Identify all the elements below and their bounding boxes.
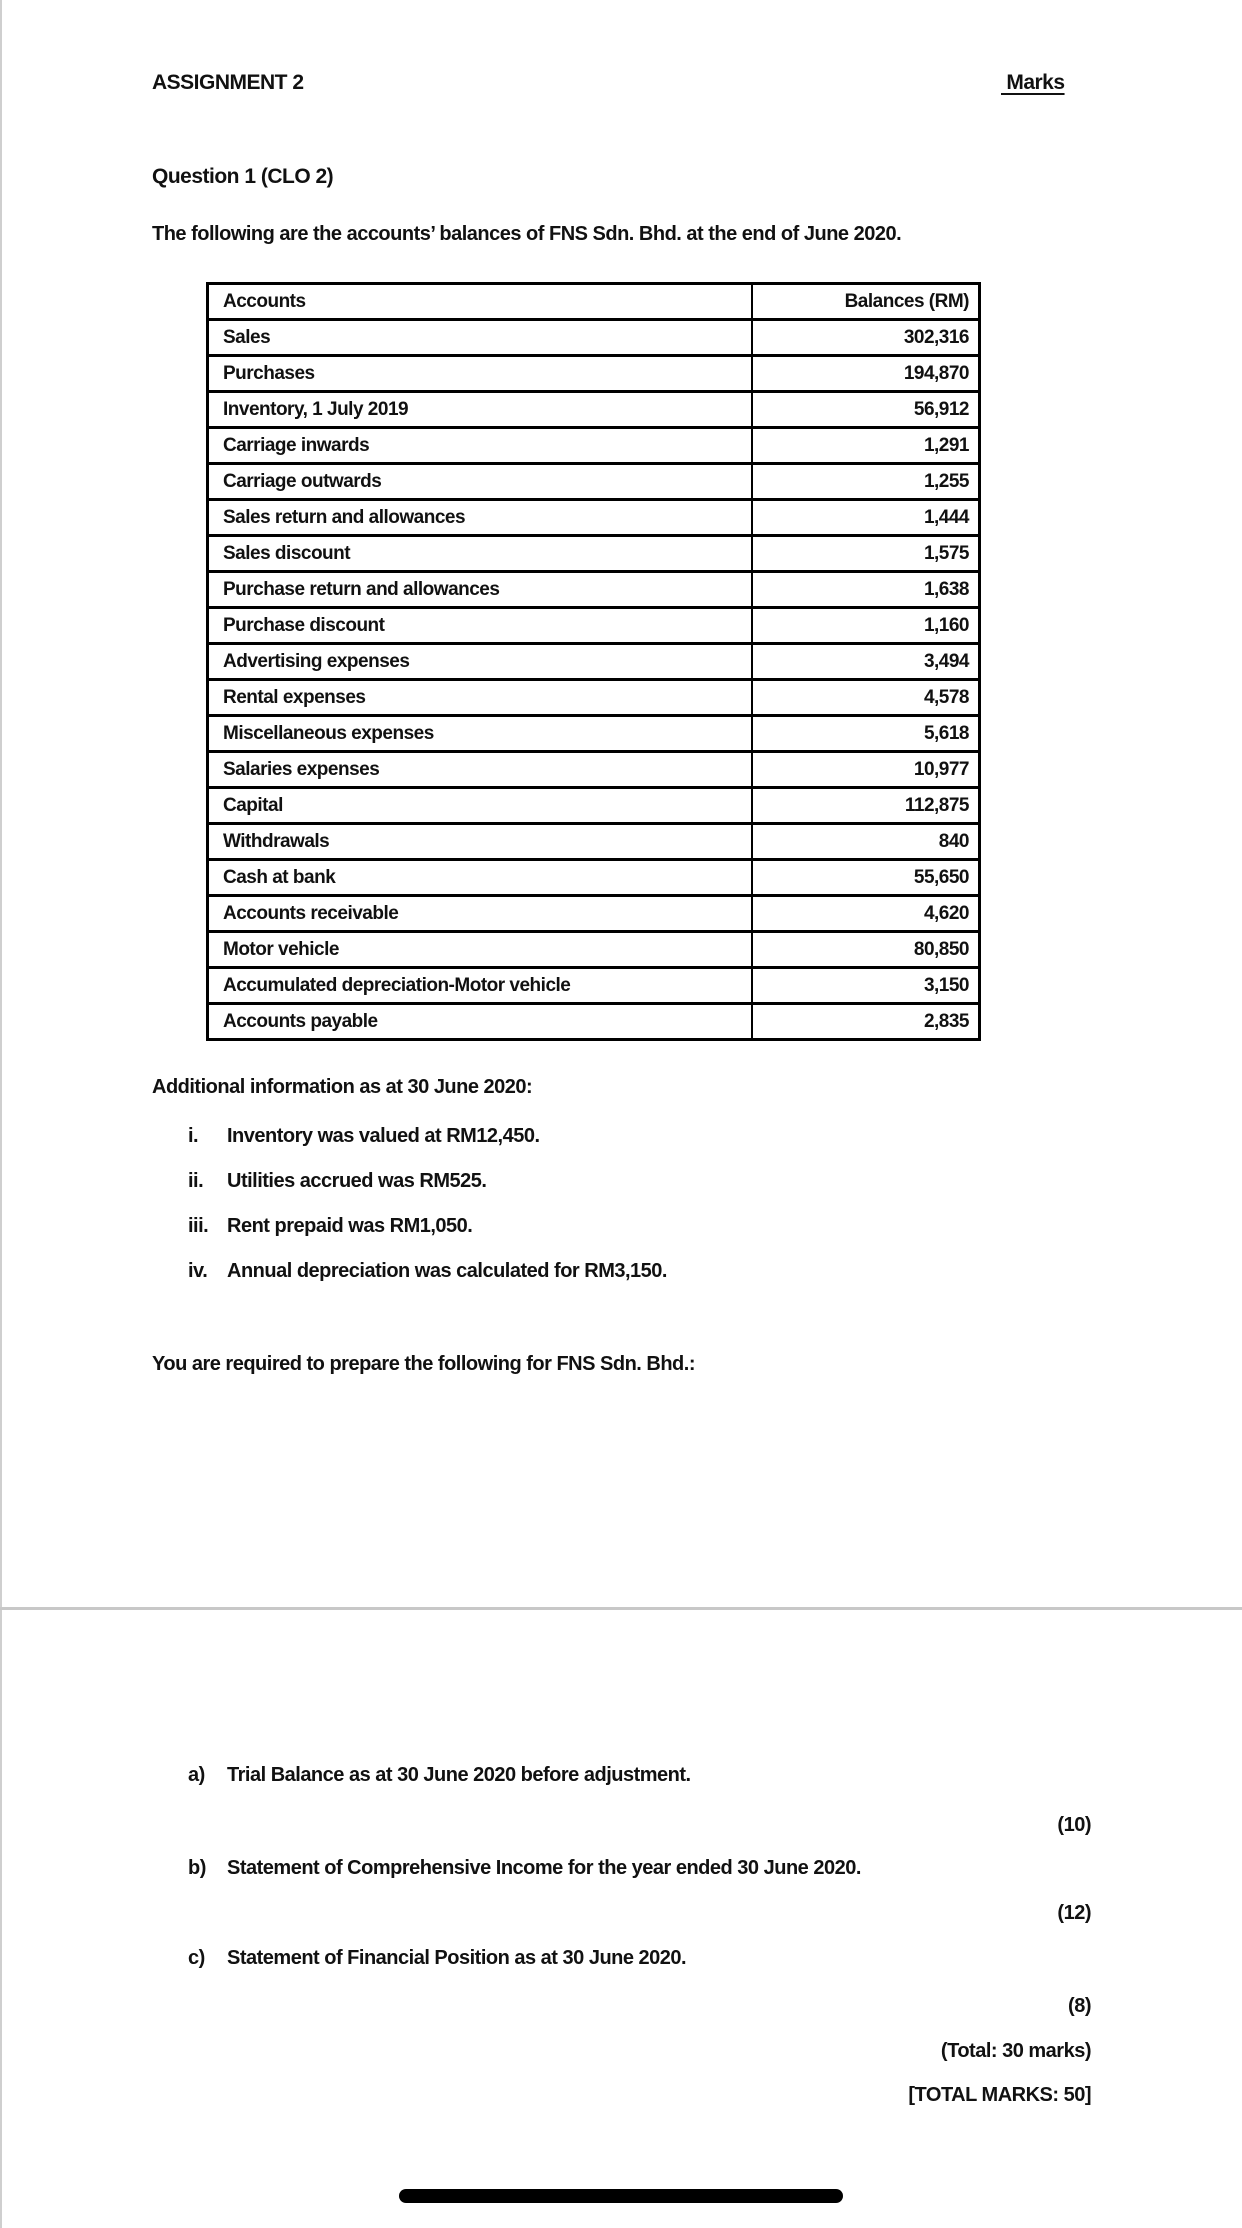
requirement-text: Trial Balance as at 30 June 2020 before adjustment. — [227, 1764, 691, 1786]
account-balance: 1,255 — [752, 464, 980, 500]
list-marker: iv. — [188, 1260, 208, 1282]
column-header-accounts: Accounts — [208, 284, 753, 320]
additional-info-item: Inventory was valued at RM12,450. — [227, 1125, 540, 1147]
account-balance: 3,494 — [752, 644, 980, 680]
account-name: Withdrawals — [208, 824, 753, 860]
list-marker: iii. — [188, 1215, 209, 1237]
account-name: Sales discount — [208, 536, 753, 572]
table-row — [208, 968, 980, 1004]
table-row — [208, 428, 980, 464]
assignment-total-marks: [TOTAL MARKS: 50] — [908, 2084, 1091, 2106]
table-row — [208, 392, 980, 428]
account-balance: 1,444 — [752, 500, 980, 536]
table-row — [208, 752, 980, 788]
additional-info-heading: Additional information as at 30 June 2020: — [152, 1076, 533, 1098]
account-balance: 5,618 — [752, 716, 980, 752]
account-name: Purchase return and allowances — [208, 572, 753, 608]
page-break-divider — [0, 1607, 1242, 1610]
account-balance: 10,977 — [752, 752, 980, 788]
account-name: Purchases — [208, 356, 753, 392]
table-row — [208, 824, 980, 860]
account-name: Inventory, 1 July 2019 — [208, 392, 753, 428]
account-name: Advertising expenses — [208, 644, 753, 680]
account-name: Accounts receivable — [208, 896, 753, 932]
table-row — [208, 788, 980, 824]
table-header-row — [208, 284, 980, 320]
table-row — [208, 536, 980, 572]
table-row — [208, 608, 980, 644]
account-balance: 56,912 — [752, 392, 980, 428]
assignment-title: ASSIGNMENT 2 — [152, 71, 304, 94]
account-balance: 4,578 — [752, 680, 980, 716]
account-name: Carriage inwards — [208, 428, 753, 464]
question-intro: The following are the accounts’ balances of FNS Sdn. Bhd. at the end of June 2020. — [152, 223, 902, 245]
table-row — [208, 716, 980, 752]
additional-info-item: Annual depreciation was calculated for RM3,150. — [227, 1260, 667, 1282]
requirement-marks: (10) — [1057, 1814, 1091, 1836]
account-balance: 302,316 — [752, 320, 980, 356]
page-left-edge — [0, 0, 2, 2228]
account-name: Accumulated depreciation-Motor vehicle — [208, 968, 753, 1004]
table-row — [208, 896, 980, 932]
additional-info-item: Utilities accrued was RM525. — [227, 1170, 487, 1192]
requirement-text: Statement of Financial Position as at 30 June 2020. — [227, 1947, 687, 1969]
question-title: Question 1 (CLO 2) — [152, 165, 334, 188]
list-marker: i. — [188, 1125, 199, 1147]
account-name: Salaries expenses — [208, 752, 753, 788]
account-name: Carriage outwards — [208, 464, 753, 500]
question-total-marks: (Total: 30 marks) — [940, 2040, 1091, 2062]
requirement-letter: c) — [188, 1947, 205, 1969]
account-name: Sales return and allowances — [208, 500, 753, 536]
table-row — [208, 680, 980, 716]
requirement-letter: b) — [188, 1857, 206, 1879]
home-indicator-bar[interactable] — [399, 2189, 843, 2203]
account-name: Rental expenses — [208, 680, 753, 716]
table-row — [208, 464, 980, 500]
account-balance: 3,150 — [752, 968, 980, 1004]
column-header-balances: Balances (RM) — [844, 290, 969, 312]
table-row — [208, 860, 980, 896]
table-row — [208, 1004, 980, 1040]
account-name: Motor vehicle — [208, 932, 753, 968]
requirement-marks: (8) — [1068, 1995, 1091, 2017]
account-balance: 1,638 — [752, 572, 980, 608]
account-balances-table — [206, 282, 981, 1041]
account-name: Accounts payable — [208, 1004, 753, 1040]
account-balance: 1,575 — [752, 536, 980, 572]
account-balance: 55,650 — [752, 860, 980, 896]
requirement-letter: a) — [188, 1764, 205, 1786]
account-balance: 4,620 — [752, 896, 980, 932]
requirement-text: Statement of Comprehensive Income for the year ended 30 June 2020. — [227, 1857, 861, 1879]
account-balance: 840 — [752, 824, 980, 860]
account-balance: 2,835 — [752, 1004, 980, 1040]
table-row — [208, 644, 980, 680]
account-balance: 1,291 — [752, 428, 980, 464]
account-name: Miscellaneous expenses — [208, 716, 753, 752]
account-name: Capital — [208, 788, 753, 824]
requirement-marks: (12) — [1057, 1902, 1091, 1924]
table-row — [208, 320, 980, 356]
account-balance: 112,875 — [752, 788, 980, 824]
account-name: Purchase discount — [208, 608, 753, 644]
account-name: Cash at bank — [208, 860, 753, 896]
table-row — [208, 356, 980, 392]
account-balance: 1,160 — [752, 608, 980, 644]
account-name: Sales — [208, 320, 753, 356]
marks-heading: Marks — [1001, 71, 1065, 94]
table-row — [208, 500, 980, 536]
table-row — [208, 932, 980, 968]
additional-info-item: Rent prepaid was RM1,050. — [227, 1215, 473, 1237]
list-marker: ii. — [188, 1170, 204, 1192]
requirements-intro: You are required to prepare the following for FNS Sdn. Bhd.: — [152, 1353, 695, 1375]
table-row — [208, 572, 980, 608]
account-balance: 80,850 — [752, 932, 980, 968]
account-balance: 194,870 — [752, 356, 980, 392]
